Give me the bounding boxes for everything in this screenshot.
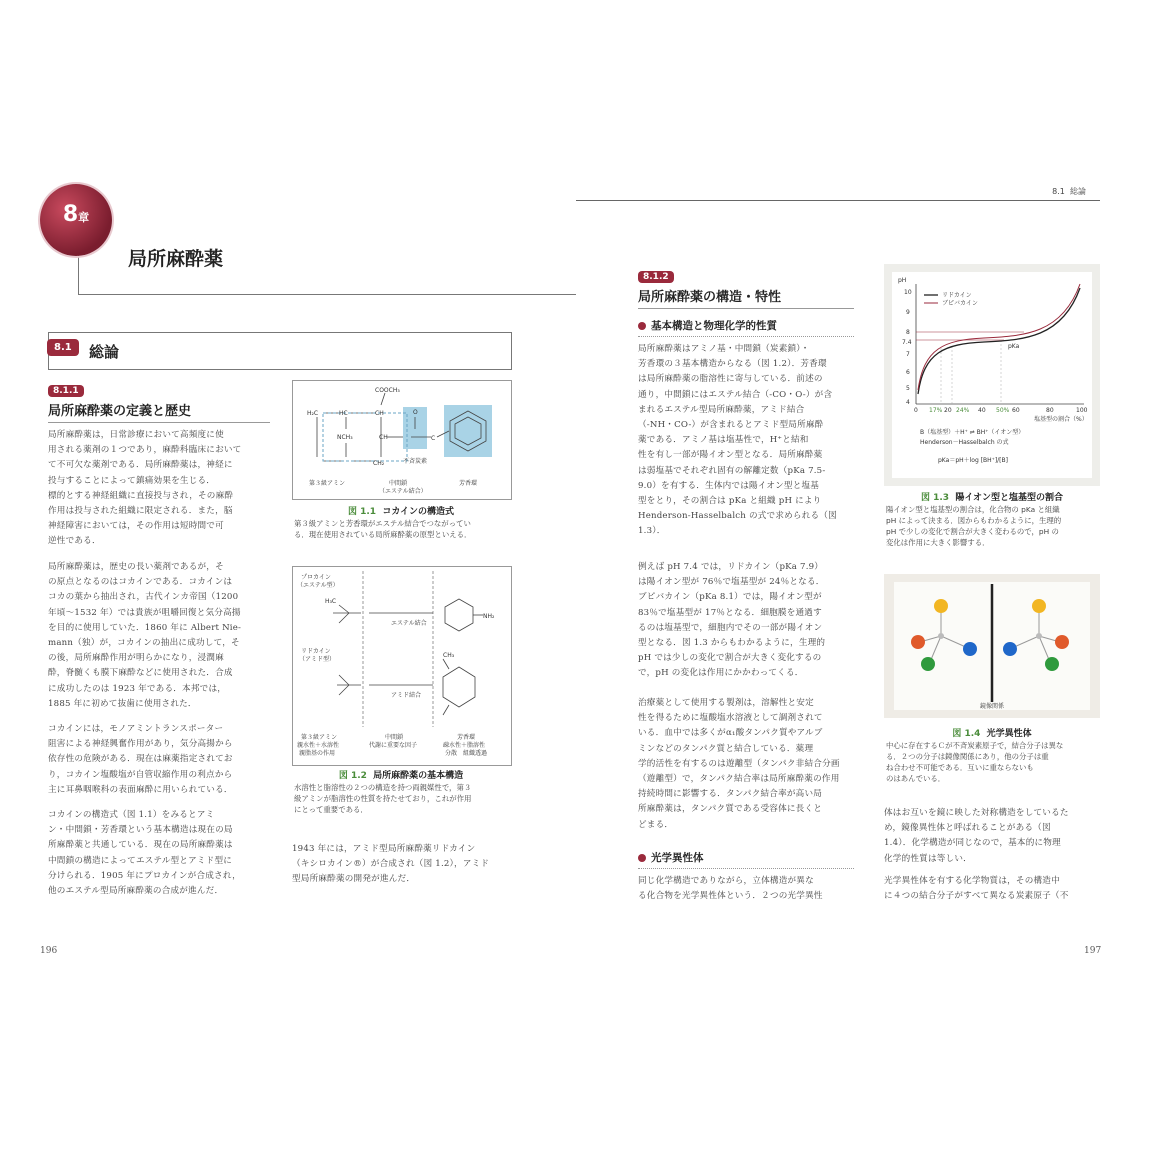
legend-bupivacaine: ブピバカイン [942,300,978,307]
right-subsection-number: 8.1.2 [638,271,674,283]
subsection-title: 局所麻酔薬の定義と歴史 [48,400,270,423]
left-paragraph-1: 局所麻酔薬は，日常診療において高頻度に使 用される薬剤の１つであり，麻酔科臨床において て不可欠な薬剤である．局所麻酔薬は，神経に 投与することによって鎮痛効果を生じる． 標的とする神経組織に直接投与され，その麻酔 作用は投与された組織に限定される．また，脳 神経障害においては，その作用は短時間で可 逆性である． [48,430,242,547]
running-header [576,188,1100,201]
y-axis-label: pH [898,277,907,284]
fig2-label-lidocaine: リドカイン [301,648,331,655]
section-title: 総論 [89,343,120,361]
atom-green-left [921,657,935,671]
figure-1-2-title [292,768,510,781]
figure-1-2-number: 図 1.2 [338,771,367,781]
fig1-label-ch: CH [375,410,384,417]
figure-1-4-title [884,726,1100,739]
figure-1-1-number: 図 1.1 [347,507,377,517]
topic-heading-structure [638,318,854,337]
section-number: 8.1 [47,339,79,356]
figure-1-1-caption: 第３級アミンと芳香環がエステル結合でつながってい る．現在使用されている局所麻酔薬の原型といえる． [294,519,472,539]
left-page-number: 196 [40,946,58,956]
atom-yellow-left [934,599,948,613]
atom-orange-right [1055,635,1069,649]
figure-1-3-title-text: 陽イオン型と塩基型の割合 [955,493,1064,503]
fig1-label-c: C [431,435,436,442]
pka-label: pKa [1008,343,1020,350]
subsection-number: 8.1.1 [48,385,84,397]
figure-1-3 [884,264,1100,486]
fig2-label-amide-type: （アミド型） [299,656,336,663]
fig1-label-hc: HC [339,410,348,417]
atom-orange-left [911,635,925,649]
right-paragraph-6: 光学異性体を有する化学物質は，その構造中 に４つの結合分子がすべて異なる炭素原子（不 [884,876,1069,902]
figure-1-4-title-text: 光学異性体 [986,729,1032,739]
atom-yellow-right [1032,599,1046,613]
fig1-label-aromatic: 芳香環 [459,480,478,487]
figure-1-1-title [292,504,510,517]
x-tick-100: 100 [1076,407,1088,414]
fig2-label-affinity: 親脂基の作用 [299,750,336,757]
formula-name: Henderson－Hasselbalch の式 [920,439,1009,446]
x-axis-label: 塩基型の割合（%） [1034,416,1088,423]
figure-1-1-title-text: コカインの構造式 [382,507,455,517]
fig1-label-ch2: CH₂ [373,460,385,467]
y-tick-7-4: 7.4 [902,339,912,346]
topic-heading-optical [638,850,854,869]
fig2-label-hydrophilic: 親水性＋水溶性 [297,742,340,749]
fig2-label-procaine: プロカイン [301,574,331,581]
running-header-number: 8.1 [1052,187,1065,196]
fig1-label-chiral: 不斉炭素 [403,458,428,465]
fig2-label-amide-bond: アミド結合 [391,692,422,699]
atom-blue-left [963,642,977,656]
fig2-label-nh2: NH₂ [483,613,495,620]
x-tick-20: 20 [944,407,952,414]
cocaine-structure-diagram [293,381,511,499]
right-paragraph-5: 体はお互いを鏡に映した対称構造をしているた め，鏡像異性体と呼ばれることがある（図 1.4）．化学構造が同じなので，基本的に物理 化学的性質は等しい． [884,808,1069,864]
fig2-label-metabolism: 代謝に重要な因子 [369,742,418,749]
subsection-heading [48,378,270,423]
fig2-label-ch3: CH₃ [443,652,455,659]
chapter-title: 局所麻酔薬 [128,248,224,270]
fig1-label-cooch3: COOCH₃ [375,387,400,394]
fig1-label-ester: （エステル結合） [379,488,427,495]
x-highlight-24: 24% [956,407,970,414]
chapter-badge [40,184,112,256]
formula-equation: pKa＝pH＋log [BH⁺]/[B] [938,457,1008,464]
fig1-label-chain: 中間鎖 [389,480,408,487]
atom-blue-right [1003,642,1017,656]
x-tick-40: 40 [978,407,986,414]
fig2-label-ester-bond: エステル結合 [391,620,427,627]
chapter-suffix: 章 [78,211,90,224]
right-page-number: 197 [1084,946,1102,956]
y-tick-10: 10 [904,289,912,296]
figure-1-4 [884,574,1100,718]
figure-1-3-title [884,490,1100,503]
topic-heading-structure-text: 基本構造と物理化学的性質 [651,320,777,332]
fig2-label-ester-type: （エステル型） [297,582,339,589]
right-paragraph-2: 例えば pH 7.4 では，リドカイン（pKa 7.9） は陽イオン型が 76％で塩基型が 24％となる． ブピバカイン（pKa 8.1）では，陽イオン型が 83％で塩基型が 17％となる．細胞膜を通過す るのは塩基型で，細胞内でその一部が陽イオン 型となる．図 1.3 からもわかるように，生理的 pH では少しの変化で割合が大きく変化するの で，pH の変化は作用にかかわってくる． [638,562,826,679]
fig1-label-ch-2: CH [379,434,388,441]
x-tick-0: 0 [914,407,918,414]
fig2-label-amine: 第３級アミン [301,734,338,741]
left-paragraph-4: コカインの構造式（図 1.1）をみるとアミ ン・中間鎖・芳香環という基本構造は現在の局 所麻酔薬と共通している．現在の局所麻酔薬は 中間鎖の構造によってエステル型とアミド型に 分けられる．1905 年にプロカインが合成され， 他のエステル型局所麻酔薬の合成が進んだ． [48,810,241,897]
section-heading-box [48,332,512,370]
fig2-label-penetration: 分散 組織透過 [445,750,488,757]
anesthetic-structure-diagram [293,567,511,765]
bullet-icon [638,854,646,862]
y-tick-4: 4 [906,399,910,406]
mirror-label: 鏡像関係 [980,703,1005,710]
ph-chart [884,264,1100,486]
right-paragraph-3: 治療薬として使用する製剤は，溶解性と安定 性を得るために塩酸塩水溶液として調剤されて いる．血中では多くがα₁酸タンパク質やアルブ ミンなどのタンパク質と結合している．薬理 学的活性を有するのは遊離型（タンパク非結合分画 （遊離型）で，タンパク結合率は局所麻酔薬の作用 持続時間に影響する．タンパク結合率が高い局 所麻酔薬は，タンパク質である受容体に長くと どまる． [638,698,840,830]
formula-equilibrium: B（塩基型）＋H⁺ ⇌ BH⁺（イオン型） [920,429,1025,436]
figure-1-3-number: 図 1.3 [920,493,950,503]
y-tick-6: 6 [906,369,910,376]
chapter-rule-bottom [78,294,576,295]
bullet-icon [638,322,646,330]
fig2-label-lipophilic: 疎水性＋脂溶性 [443,742,486,749]
fig1-label-nch3: NCH₃ [337,434,353,441]
fig1-label-amine: 第３級アミン [309,480,346,487]
atom-green-right [1045,657,1059,671]
x-tick-80: 80 [1046,407,1054,414]
right-paragraph-4: 同じ化学構造でありながら，立体構造が異な る化合物を光学異性体という．２つの光学異性 [638,876,823,902]
x-highlight-17: 17% [929,407,943,414]
chapter-number: 8 [62,202,79,227]
y-tick-9: 9 [906,309,910,316]
x-highlight-50: 50% [996,407,1010,414]
figure-1-1 [292,380,512,500]
figure-1-2-caption: 水溶性と脂溶性の２つの構造を持つ両親媒性で，第３ 級アミンが脂溶性の性質を持たせており，これが作用 にとって重要である． [294,783,472,814]
fig2-label-h3c: H₃C [325,598,337,605]
right-subsection-heading [638,264,854,309]
right-paragraph-1: 局所麻酔薬はアミノ基・中間鎖（炭素鎖）・ 芳香環の３基本構造からなる（図 1.2）．芳香環 は局所麻酔薬の脂溶性に寄与している．前述の 通り，中間鎖にはエステル結合（-CO・O-）が含 まれるエステル型局所麻酔薬，アミド結合 （-NH・CO-）が含まれるとアミド型局所麻酔 薬である．アミノ基は塩基性で，H⁺と結和 性を有し一部が陽イオン型となる．局所麻酔薬 は弱塩基でそれぞれ固有の解離定数（pKa 7.5- 9.0）を有する．生体内では陽イオン型と塩基 型をとり，その割合は pKa と組織 pH により Henderson-Hasselbalch の式で求められる（図 1.3）． [638,344,837,537]
figure-1-4-number: 図 1.4 [952,729,981,739]
right-subsection-title: 局所麻酔薬の構造・特性 [638,286,854,309]
x-tick-60: 60 [1012,407,1020,414]
left-paragraph-5: 1943 年には，アミド型局所麻酔薬リドカイン （キシロカイン®）が合成され（図 1.2），アミド 型局所麻酔薬の開発が進んだ． [292,844,490,885]
running-header-title: 総論 [1070,187,1086,196]
figure-1-2-title-text: 局所麻酔薬の基本構造 [373,771,464,781]
figure-1-2 [292,566,512,766]
fig1-label-h2c: H₂C [307,410,319,417]
figure-1-3-caption: 陽イオン型と塩基型の割合は，化合物の pKa と組織 pH によって決まる．図からもわかるように，生理的 pH で少しの変化で割合が大きく変わるので，pH の 変化は作用に大きく影響する． [886,505,1062,547]
legend-lidocaine: リドカイン [942,292,972,299]
y-tick-7: 7 [906,351,910,358]
y-tick-8: 8 [906,329,910,336]
left-paragraph-3: コカインには，モノアミントランスポーター 阻害による神経興奮作用があり，気分高揚から 依存性の危険がある．現在は麻薬指定されてお り，コカイン塩酸塩が自管収縮作用の利点から 主に耳鼻咽喉科の表面麻酔に用いられている． [48,724,233,795]
fig2-label-aromatic: 芳香環 [457,734,476,741]
fig1-label-o: O [413,409,418,416]
figure-1-4-caption: 中心に存在するＣが不斉炭素原子で，結合分子は異な る．２つの分子は鏡像関係にあり，他の分子は重 ね合わせ不可能である．互いに重ならないも のはあんでいる． [886,741,1064,783]
y-tick-5: 5 [906,385,910,392]
fig2-label-chain: 中間鎖 [385,734,404,741]
topic-heading-optical-text: 光学異性体 [651,852,704,864]
left-paragraph-2: 局所麻酔薬は，歴史の長い薬剤であるが，そ の原点となるのはコカインである．コカインは コカの葉から抽出され，古代インカ帝国（1200 年頃～1532 年）では貴族が咀嚼回復と気分高揚 を目的に使用していた．1860 年に Albert Nie- mann（独）が，コカインの抽出に成功して，そ の後，局所麻酔作用が明らかになり，浸潤麻 酔，脊髄くも膜下麻酔などに使用された．合成 に成功したのは 1923 年である．本邦では， 1885 年に初めて抜歯に使用された． [48,562,242,709]
optical-isomer-diagram [884,574,1100,718]
